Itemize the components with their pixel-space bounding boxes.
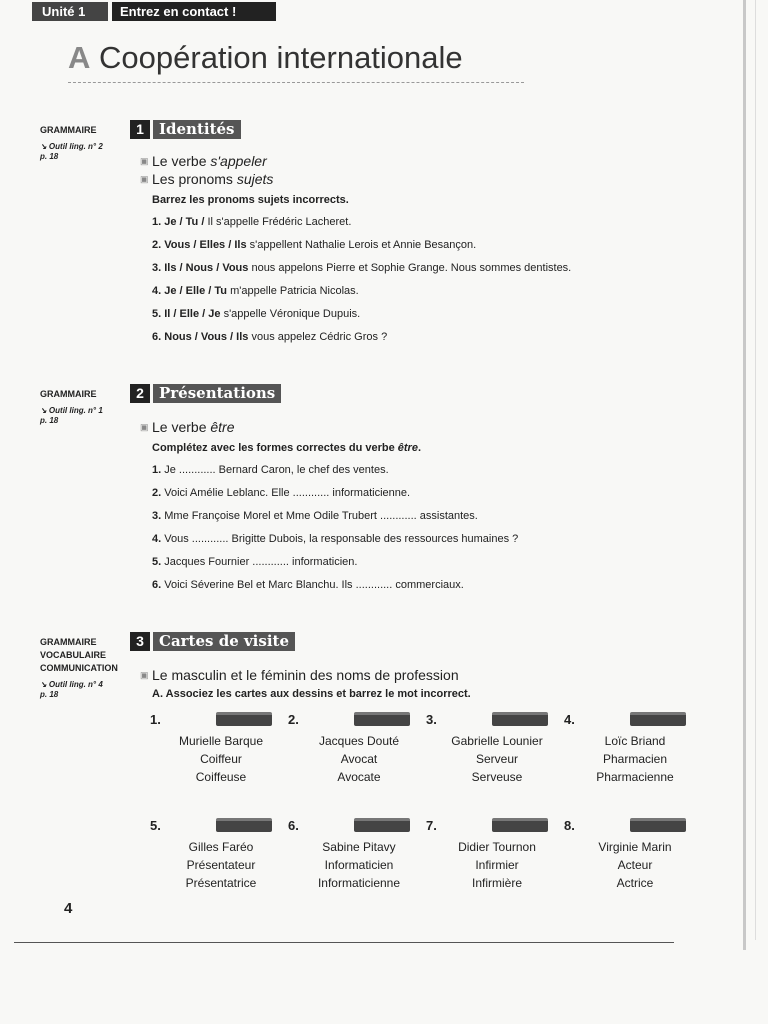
topic <box>140 170 571 188</box>
side-label: COMMUNICATION <box>40 663 118 673</box>
card-number: 5. <box>150 818 161 833</box>
topic-text: Les pronoms <box>152 171 233 187</box>
side-ref <box>40 680 118 700</box>
card-text: Virginie Marin Acteur Actrice <box>598 840 672 890</box>
list-item: 2. Vous / Elles / Ils s'appellent Nathalie Lerois et Annie Besançon. <box>152 239 477 251</box>
side-ref <box>40 142 103 162</box>
topic-text: Le masculin et le féminin des noms de profession <box>152 667 459 683</box>
card-text: Didier Tournon Infirmier Infirmière <box>458 840 536 890</box>
card-drawing <box>216 818 272 832</box>
card-text: Sabine Pitavy Informaticien Informaticienne <box>317 840 401 890</box>
ref-text: ↘ Outil ling. n° 4 <box>40 680 103 689</box>
card-text: Gilles Faréo Présentateur Présentatrice <box>185 840 257 890</box>
section-header-2 <box>130 384 281 403</box>
sidebar-section-3 <box>40 636 118 700</box>
bullet-icon: ▣ <box>140 174 149 184</box>
card-number: 8. <box>564 818 575 833</box>
instruction: Barrez les pronoms sujets incorrects. <box>152 194 349 206</box>
ref-text: ↘ Outil ling. n° 1 <box>40 406 103 415</box>
section-1-body <box>140 152 571 349</box>
section-3-body <box>140 666 471 705</box>
list-item: 1. Je / Tu / Il s'appelle Frédéric Lacheret. <box>152 216 352 228</box>
topic-em: être <box>210 419 235 435</box>
topic <box>140 666 471 684</box>
ref-page: p. 18 <box>40 152 59 161</box>
card-drawing <box>354 818 410 832</box>
bullet-icon: ▣ <box>140 422 149 432</box>
ref-page: p. 18 <box>40 690 59 699</box>
list-item: 3. Ils / Nous / Vous nous appelons Pierre et Sophie Grange. Nous sommes dentistes. <box>152 262 572 274</box>
list-item: 2. Voici Amélie Leblanc. Elle ............ informaticienne. <box>152 487 411 499</box>
unit-title: Entrez en contact ! <box>112 2 276 21</box>
page-number: 4 <box>64 900 73 917</box>
card-drawing <box>630 712 686 726</box>
side-label: GRAMMAIRE <box>40 637 97 647</box>
section-2-body <box>140 418 518 597</box>
title-text: Coopération internationale <box>99 40 463 75</box>
page-title <box>68 40 463 76</box>
ref-text: ↘ Outil ling. n° 2 <box>40 142 103 151</box>
card-drawing <box>492 818 548 832</box>
card-drawing <box>492 712 548 726</box>
bottom-rule <box>14 942 674 943</box>
topic-text: Le verbe <box>152 419 207 435</box>
section-header-3 <box>130 632 295 651</box>
section-title: Identités <box>153 120 241 139</box>
list-item: 4. Vous ............ Brigitte Dubois, la responsable des ressources humaines ? <box>152 533 519 545</box>
section-header-1 <box>130 120 241 139</box>
section-number: 2 <box>130 384 150 403</box>
list-item: 6. Voici Séverine Bel et Marc Blanchu. Ils ............ commerciaux. <box>152 579 464 591</box>
card-number: 6. <box>288 818 299 833</box>
topic-text: Le verbe <box>152 153 207 169</box>
topic-em: s'appeler <box>210 153 267 169</box>
card-drawing <box>216 712 272 726</box>
bullet-icon: ▣ <box>140 156 149 166</box>
card-text: Loïc Briand Pharmacien Pharmacienne <box>596 734 674 784</box>
card-number: 7. <box>426 818 437 833</box>
title-rule <box>68 82 524 83</box>
ref-page: p. 18 <box>40 416 59 425</box>
instruction: Complétez avec les formes correctes du verbe être. <box>152 442 422 454</box>
page-edge-inner <box>755 0 756 940</box>
section-title: Cartes de visite <box>153 632 295 651</box>
unit-tag: Unité 1 <box>32 2 108 21</box>
list-item: 3. Mme Françoise Morel et Mme Odile Trubert ............ assistantes. <box>152 510 478 522</box>
sidebar-section-2 <box>40 388 103 426</box>
unit-header <box>32 2 276 21</box>
topic <box>140 418 518 436</box>
card-text: Murielle Barque Coiffeur Coiffeuse <box>178 734 264 784</box>
card-text: Jacques Douté Avocat Avocate <box>318 734 400 784</box>
instruction: A. Associez les cartes aux dessins et barrez le mot incorrect. <box>152 688 471 700</box>
topic <box>140 152 571 170</box>
list-item: 5. Jacques Fournier ............ informaticien. <box>152 556 358 568</box>
list-item: 5. Il / Elle / Je s'appelle Véronique Dupuis. <box>152 308 361 320</box>
sidebar-section-1 <box>40 124 103 162</box>
list-item: 6. Nous / Vous / Ils vous appelez Cédric Gros ? <box>152 331 388 343</box>
topic-em: sujets <box>236 171 274 187</box>
list-item: 1. Je ............ Bernard Caron, le chef des ventes. <box>152 464 389 476</box>
bullet-icon: ▣ <box>140 670 149 680</box>
title-letter: A <box>68 40 91 75</box>
list-item: 4. Je / Elle / Tu m'appelle Patricia Nicolas. <box>152 285 359 297</box>
card-text: Gabrielle Lounier Serveur Serveuse <box>451 734 543 784</box>
side-ref <box>40 406 103 426</box>
card-number: 3. <box>426 712 437 727</box>
page-edge <box>743 0 746 950</box>
section-title: Présentations <box>153 384 281 403</box>
card-drawing <box>630 818 686 832</box>
section-number: 1 <box>130 120 150 139</box>
card-number: 4. <box>564 712 575 727</box>
section-number: 3 <box>130 632 150 651</box>
side-label: VOCABULAIRE <box>40 650 107 660</box>
side-label: GRAMMAIRE <box>40 389 97 399</box>
card-drawing <box>354 712 410 726</box>
card-number: 2. <box>288 712 299 727</box>
card-number: 1. <box>150 712 161 727</box>
side-label: GRAMMAIRE <box>40 125 97 135</box>
